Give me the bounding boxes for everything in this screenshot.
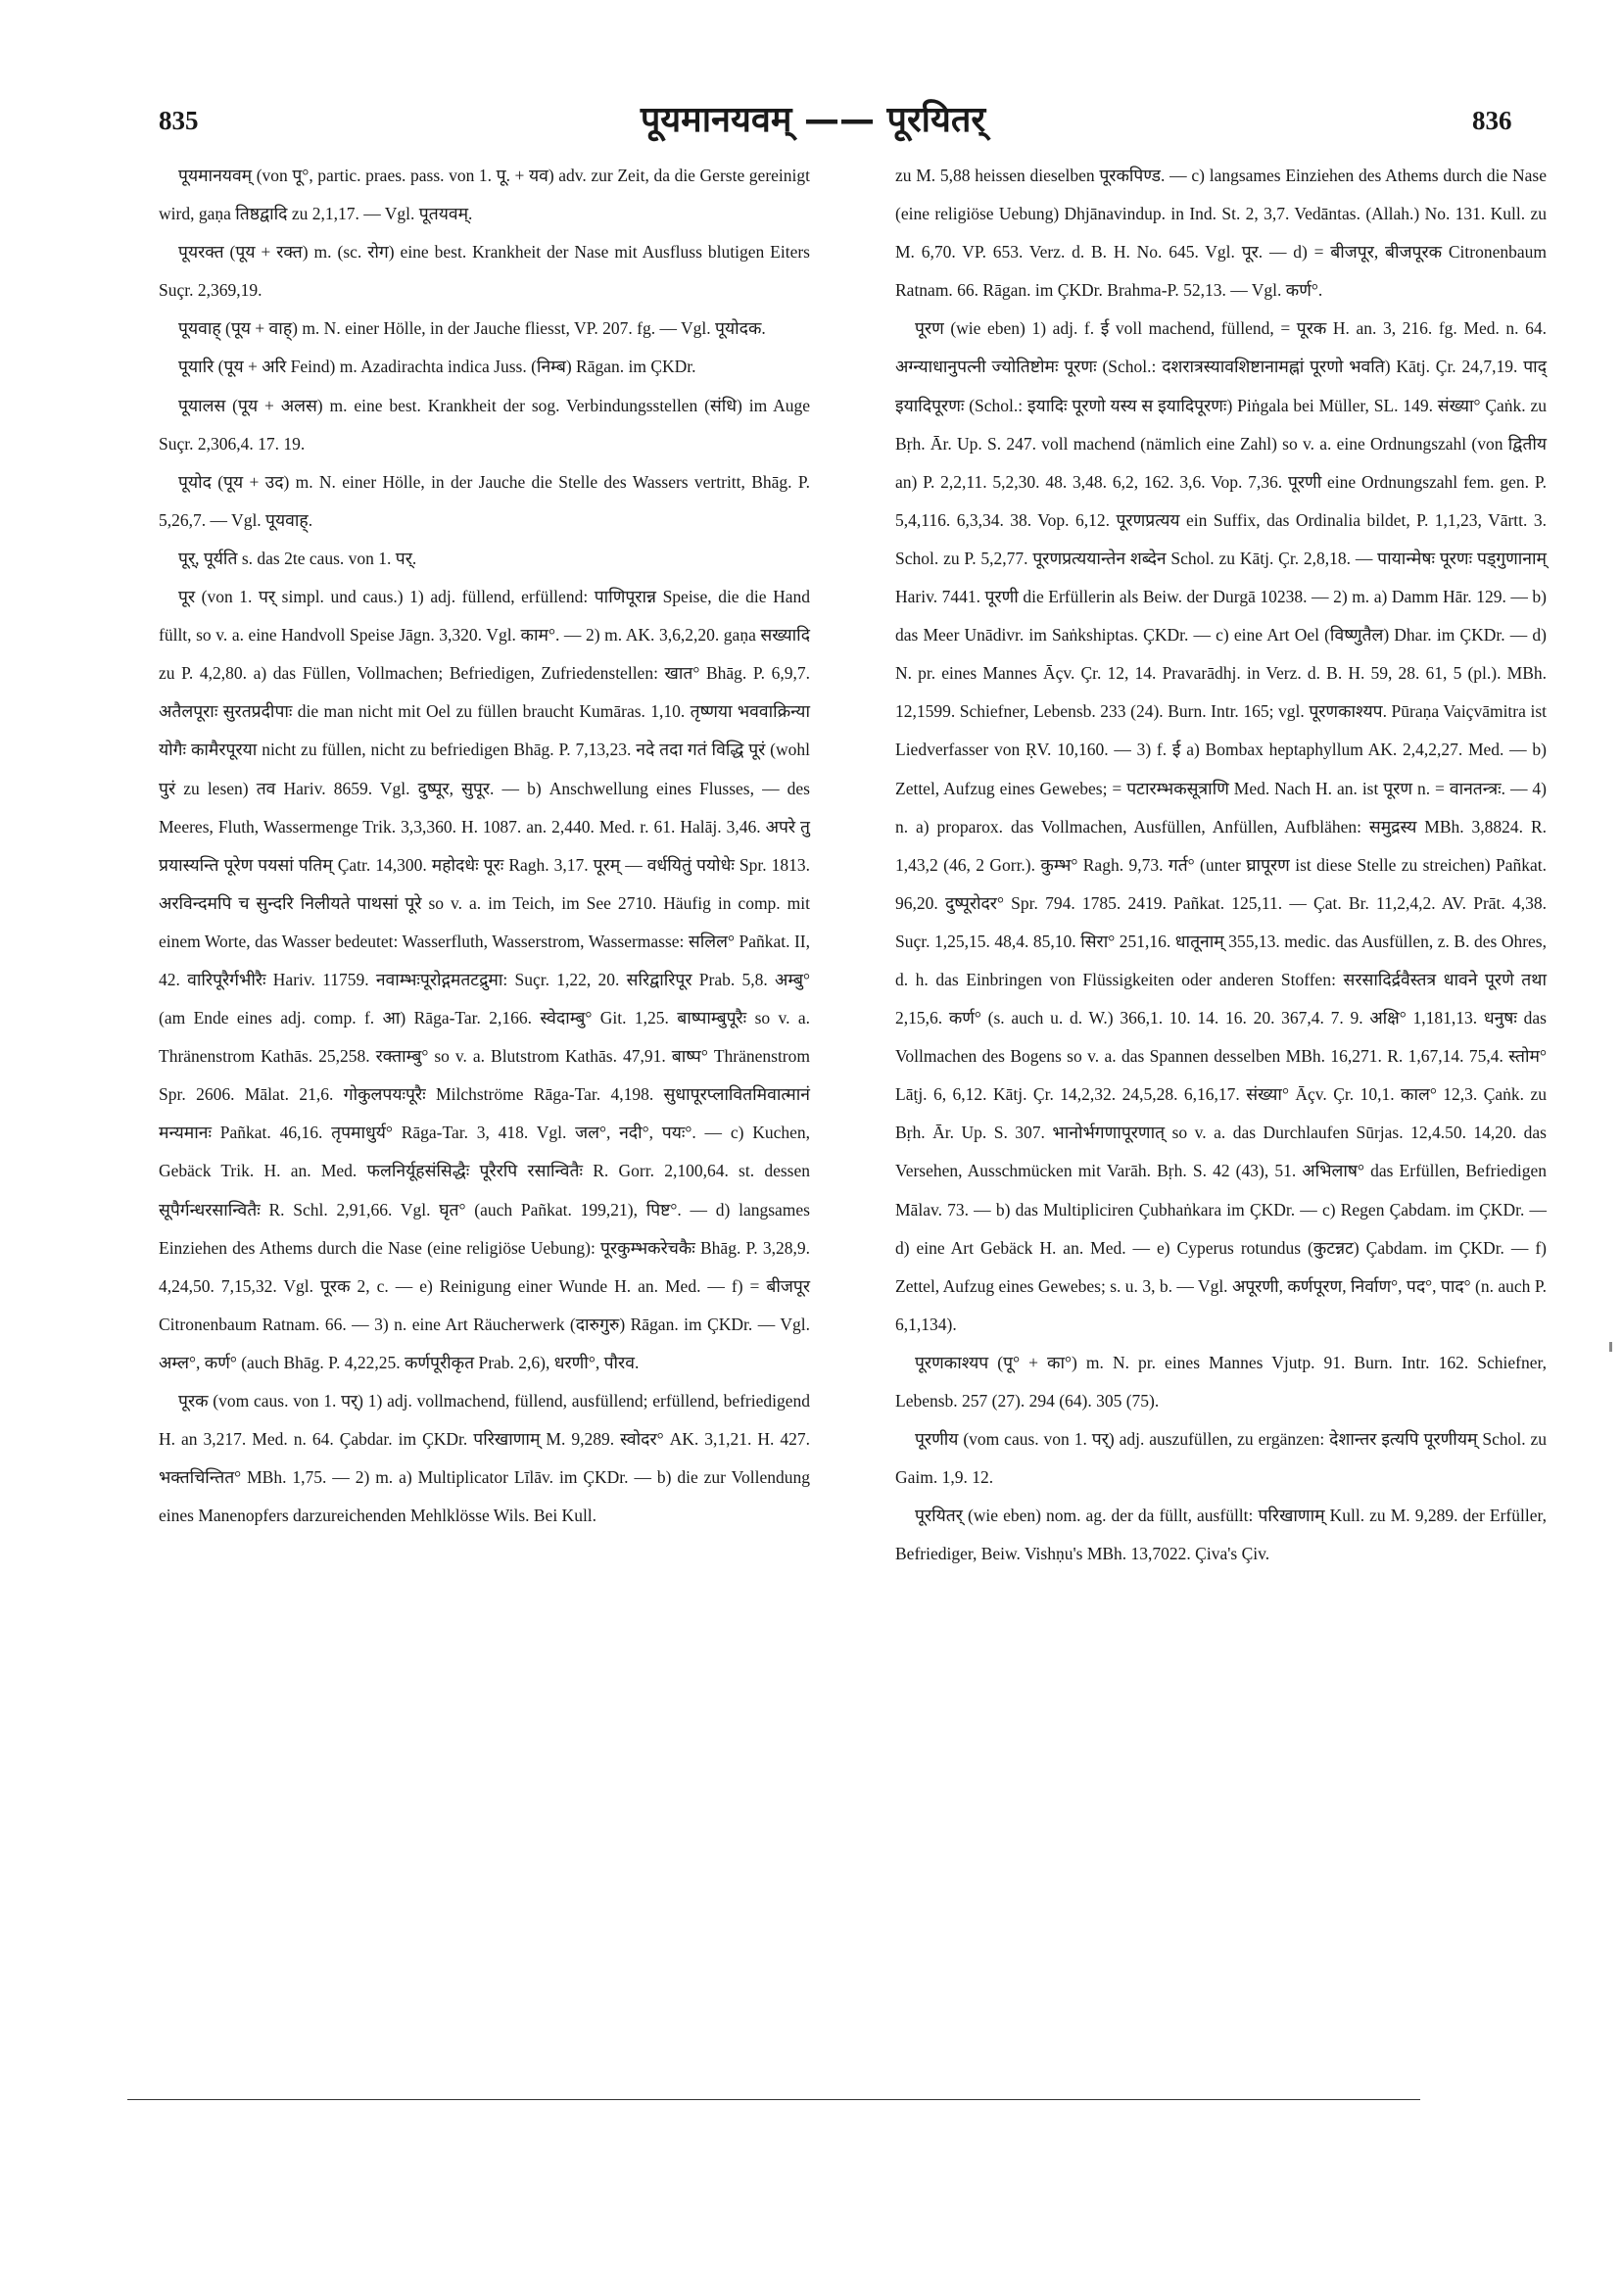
entry-puranakasyapa: पूरणकाश्यप (पू° + का°) m. N. pr. eines Mannes Vjutp. 91. Burn. Intr. 162. Schiefner, Lebensb. 257 (27). 294 (64). 305 (75). <box>895 1352 1547 1411</box>
entry-pur: पूर्, पूर्यति s. das 2te caus. von 1. पर्. <box>178 548 417 568</box>
right-column <box>895 157 1547 1573</box>
running-title: पूयमानयवम् —— पूरयितर् <box>640 100 986 140</box>
left-page-number: 835 <box>159 106 199 135</box>
entry-pura: पूर (von 1. पर् simpl. und caus.) 1) adj. füllend, erfüllend: पाणिपूरान्न Speise, die die Hand füllt, so v. a. eine Handvoll Speise Jāgn. 3,320. Vgl. काम°. — 2) m. AK. 3,6,2,20. gaṇa सख्यादि zu P. 4,2,80. a) das Füllen, Vollmachen; Befriedigen, Zufriedenstellen: खात° Bhāg. P. 6,9,7. अतैलपूराः सुरतप्रदीपाः die man nicht mit Oel zu füllen braucht Kumāras. 1,10. तृष्णया भववाक्रिन्या योगैः कामैरपूरया nicht zu füllen, nicht zu befriedigen Bhāg. P. 7,13,23. नदे तदा गतं विद्धि पूरं (wohl पुरं zu lesen) तव Hariv. 8659. Vgl. दुष्पूर, सुपूर. — b) Anschwellung eines Flusses, — des Meeres, Fluth, Wassermenge Trik. 3,3,360. H. 1087. an. 2,440. Med. r. 61. Halāj. 3,46. अपरे तु प्रयास्यन्ति पूरेण पयसां पतिम् Çatr. 14,300. महोदधेः पूरः Ragh. 3,17. पूरम् — वर्धयितुं पयोधेः Spr. 1813. अरविन्दमपि च सुन्दरि निलीयते पाथसां पूरे so v. a. im Teich, im See 2710. Häufig in comp. mit einem Worte, das Wasser bedeutet: Wasserfluth, Wasserstrom, Wassermasse: सलिल° Pañkat. II, 42. वारिपूरैर्गभीरैः Hariv. 11759. नवाम्भःपूरोद्गमतटद्रुमा: Suçr. 1,22, 20. सरिद्वारिपूर Prab. 5,8. अम्बु° (am Ende eines adj. comp. f. आ) Rāga-Tar. 2,166. स्वेदाम्बु° Git. 1,25. बाष्पाम्बुपूरैः so v. a. Thränenstrom Kathās. 25,258. रक्ताम्बु° so v. a. Blutstrom Kathās. 47,91. बाष्प° Thränenstrom Spr. 2606. Mālat. 21,6. गोकुलपयःपूरैः Milchströme Rāga-Tar. 4,198. सुधापूरप्लावितमिवात्मानं मन्यमानः Pañkat. 46,16. तृपमाधुर्य° Rāga-Tar. 3, 418. Vgl. जल°, नदी°, पयः°. — c) Kuchen, Gebäck Trik. H. an. Med. फलनिर्यूहसंसिद्धैः पूरैरपि रसान्वितैः R. Gorr. 2,100,64. st. dessen सूपैर्गन्धरसान्वितैः R. Schl. 2,91,66. Vgl. घृत° (auch Pañkat. 199,21), पिष्ट°. — d) langsames Einziehen des Athems durch die Nase (eine religiöse Uebung): पूरकुम्भकरेचकैः Bhāg. P. 3,28,9. 4,24,50. 7,15,32. Vgl. पूरक 2, c. — e) Reinigung einer Wunde H. an. Med. — f) = बीजपूर Citronenbaum Ratnam. 66. — 3) n. eine Art Räucherwerk (दारुगुरु) Rāgan. im ÇKDr. — Vgl. अम्ल°, कर्ण° (auch Bhāg. P. 4,22,25. कर्णपूरीकृत Prab. 2,6), धरणी°, पौरव. <box>159 587 810 1372</box>
left-column <box>159 157 810 1535</box>
entry-puraniya: पूरणीय (vom caus. von 1. पर्) adj. auszufüllen, zu ergänzen: देशान्तर इत्यपि पूरणीयम् Schol. zu Gaim. 1,9. 12. <box>895 1429 1547 1488</box>
entry-puyoda: पूयोद (पूय + उद) m. N. einer Hölle, in der Jauche die Stelle des Wassers vertritt, Bhāg. P. 5,26,7. — Vgl. पूयवाह्. <box>159 471 810 530</box>
entry-purayitar: पूरयितर् (wie eben) nom. ag. der da füllt, ausfüllt: परिखाणाम् Kull. zu M. 9,289. der Erfüller, Befriediger, Beiw. Vishṇu's MBh. 13,7022. Çiva's Çiv. <box>895 1506 1547 1564</box>
entry-puraka-continued: zu M. 5,88 heissen dieselben पूरकपिण्ड. — c) langsames Einziehen des Athems durch die Nase (eine religiöse Uebung) Dhjānavindup. in Ind. St. 2, 3,7. Vedāntas. (Allah.) No. 131. Kull. zu M. 6,70. VP. 653. Verz. d. B. H. No. 645. Vgl. पूर. — d) = बीजपूर, बीजपूरक Citronenbaum Ratnam. 66. Rāgan. im ÇKDr. Brahma-P. 52,13. — Vgl. कर्ण°. <box>895 166 1547 301</box>
entry-puyavah: पूयवाह् (पूय + वाह्) m. N. einer Hölle, in der Jauche fliesst, VP. 207. fg. — Vgl. पूयोदक. <box>178 318 766 339</box>
right-page-number: 836 <box>1472 106 1512 135</box>
entry-puyalasa: पूयालस (पूय + अलस) m. eine best. Krankheit der sog. Verbindungsstellen (संधि) im Auge Suçr. 2,306,4. 17. 19. <box>159 395 810 454</box>
entry-puraka: पूरक (vom caus. von 1. पर्) 1) adj. vollmachend, füllend, ausfüllend; erfüllend, befriedigend H. an 3,217. Med. n. 64. Çabdar. im ÇKDr. परिखाणाम् M. 9,289. स्वोदर° AK. 3,1,21. H. 427. भक्तचिन्तित° MBh. 1,75. — 2) m. a) Multiplicator Līlāv. im ÇKDr. — b) die zur Vollendung eines Manenopfers darzureichenden Mehlklösse Wils. Bei Kull. <box>159 1391 810 1526</box>
entry-puyarakta: पूयरक्त (पूय + रक्त) m. (sc. रोग) eine best. Krankheit der Nase mit Ausfluss blutigen Eiters Suçr. 2,369,19. <box>159 242 810 301</box>
margin-mark <box>1609 1342 1612 1352</box>
footer-rule <box>127 2099 1420 2100</box>
entry-puyari: पूयारि (पूय + अरि Feind) m. Azadirachta indica Juss. (निम्ब) Rāgan. im ÇKDr. <box>178 357 696 377</box>
entry-purana: पूरण (wie eben) 1) adj. f. ई voll machend, füllend, = पूरक H. an. 3, 216. fg. Med. n. 64. अग्न्याधानुपत्नी ज्योतिष्टोमः पूरणः (Schol.: दशरात्रस्यावशिष्टानामह्नां पूरणो भवति) Kātj. Çr. 24,7,19. पाद् इयादिपूरणः (Schol.: इयादिः पूरणो यस्य स इयादिपूरणः) Piṅgala bei Müller, SL. 149. संख्या° Çaṅk. zu Bṛh. Ār. Up. S. 247. voll machend (nämlich eine Zahl) so v. a. eine Ordnungszahl (von द्वितीय an) P. 2,2,11. 5,2,30. 48. 3,48. 6,2, 162. 3,6. Vop. 7,36. पूरणी eine Ordnungszahl fem. gen. P. 5,4,116. 6,3,34. 38. Vop. 6,12. पूरणप्रत्यय ein Suffix, das Ordinalia bildet, P. 1,1,23, Vārtt. 3. Schol. zu P. 5,2,77. पूरणप्रत्ययान्तेन शब्देन Schol. zu Kātj. Çr. 2,8,18. — पायान्मेषः पूरणः पड्गुणानाम् Hariv. 7441. पूरणी die Erfüllerin als Beiw. der Durgā 10238. — 2) m. a) Damm Hār. 129. — b) das Meer Unādivr. im Saṅkshiptas. ÇKDr. — c) eine Art Oel (विष्णुतैल) Dhar. im ÇKDr. — d) N. pr. eines Mannes Āçv. Çr. 12, 14. Pravarādhj. in Verz. d. B. H. 59, 28. 61, 5 (pl.). MBh. 12,1599. Schiefner, Lebensb. 233 (24). Burn. Intr. 165; vgl. पूरणकाश्यप. Pūraṇa Vaiçvāmitra ist Liedverfasser von ṚV. 10,160. — 3) f. ई a) Bombax heptaphyllum AK. 2,4,2,27. Med. — b) Zettel, Aufzug eines Gewebes; = पटारम्भकसूत्राणि Med. Nach H. an. ist पूरण n. = वानतन्त्रः. — 4) n. a) proparox. das Vollmachen, Ausfüllen, Anfüllen, Aufblähen: समुद्रस्य MBh. 3,8824. R. 1,43,2 (46, 2 Gorr.). कुम्भ° Ragh. 9,73. गर्त° (unter घ्रापूरण ist diese Stelle zu streichen) Pañkat. 96,20. दुष्पूरोदर° Spr. 794. 1785. 2419. Pañkat. 125,11. — Çat. Br. 11,2,4,2. AV. Prāt. 4,38. Suçr. 1,25,15. 48,4. 85,10. सिरा° 251,16. धातूनाम् 355,13. medic. das Ausfüllen, z. B. des Ohres, d. h. das Einbringen von Flüssigkeiten oder anderen Stoffen: सरसादिर्द्रवैस्तत्र धावने पूरणे तथा 2,15,6. कर्ण° (s. auch u. d. W.) 366,1. 10. 14. 16. 20. 367,4. 7. 9. अक्षि° 1,181,13. धनुषः das Vollmachen des Bogens so v. a. das Spannen desselben MBh. 16,271. R. 1,67,14. 75,4. स्तोम° Lāṭj. 6, 6,12. Kātj. Çr. 14,2,32. 24,5,28. 6,16,17. संख्या° Āçv. Çr. 10,1. काल° 12,3. Çaṅk. zu Bṛh. Ār. Up. S. 307. भानोर्भगणापूरणात् so v. a. das Durchlaufen Sūrjas. 12,4.50. 14,20. das Versehen, Ausschmücken mit Varāh. Bṛh. S. 42 (43), 51. अभिलाष° das Erfüllen, Befriedigen Mālav. 73. — b) das Multipliciren Çubhaṅkara im ÇKDr. — c) Regen Çabdam. im ÇKDr. — d) eine Art Gebäck H. an. Med. — e) Cyperus rotundus (कुटन्नट) Çabdam. im ÇKDr. — f) Zettel, Aufzug eines Gewebes; s. u. 3, b. — Vgl. अपूरणी, कर्णपूरण, निर्वाण°, पद°, पाद° (n. auch P. 6,1,134). <box>895 318 1547 1334</box>
entry-puyamanayavam: पूयमानयवम् (von पू°, partic. praes. pass. von 1. पू. + यव) adv. zur Zeit, da die Gerste gereinigt wird, gaṇa तिष्ठद्वादि zu 2,1,17. — Vgl. पूतयवम्. <box>159 166 810 224</box>
